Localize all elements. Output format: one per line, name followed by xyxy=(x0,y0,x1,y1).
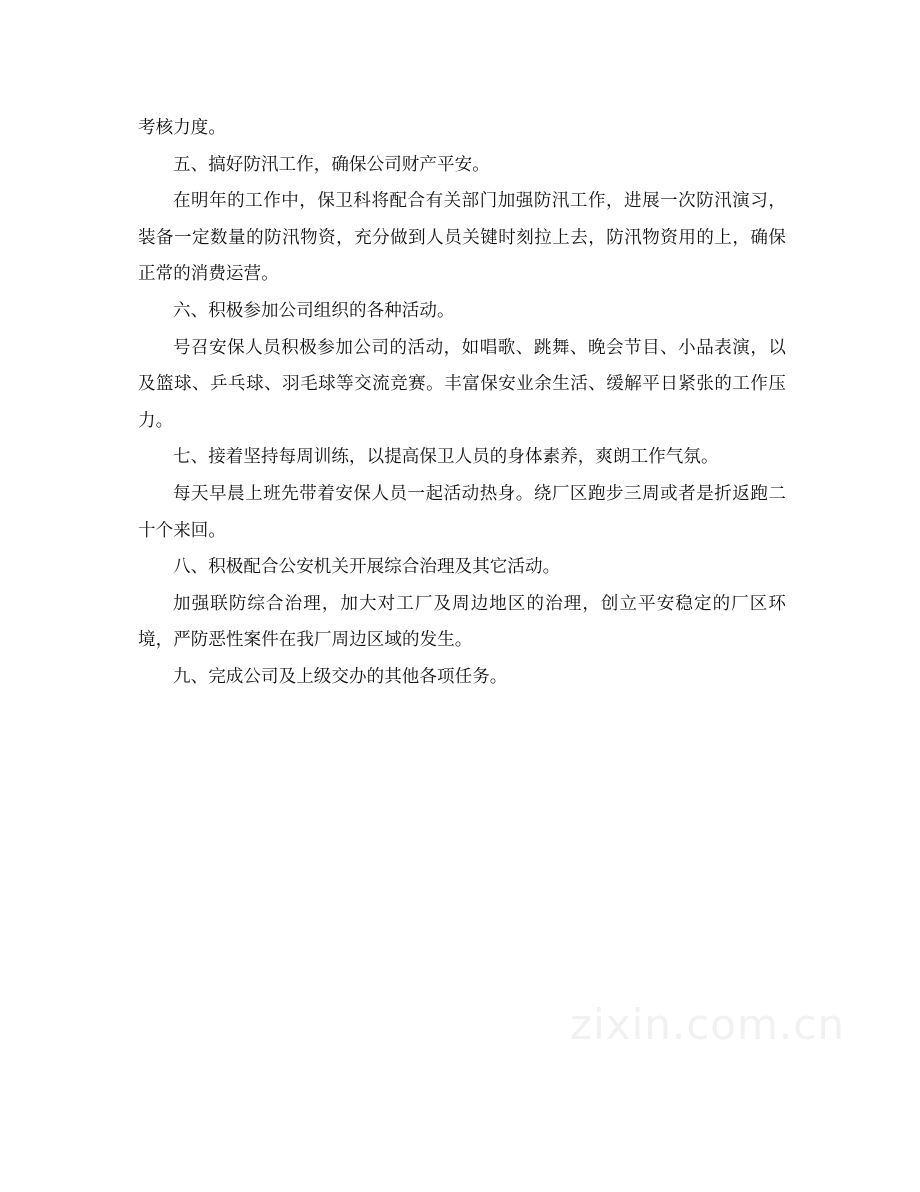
paragraph-1: 考核力度。 xyxy=(138,118,226,138)
section-heading-9: 九、完成公司及上级交办的其他各项任务。 xyxy=(173,666,508,687)
paragraph-activities: 号召安保人员积极参加公司的活动，如唱歌、跳舞、晚会节目、小品表演，以及篮球、乒乓球、羽毛球等交流竞赛。丰富保安业余生活、缓解平日紧张的工作压力。 xyxy=(138,337,786,431)
watermark-text: zixin.com.cn xyxy=(570,1000,845,1049)
paragraph-joint-defense: 加强联防综合治理，加大对工厂及周边地区的治理，创立平安稳定的厂区环境，严防恶性案件在我厂周边区域的发生。 xyxy=(138,593,786,651)
paragraph-flood-control: 在明年的工作中，保卫科将配合有关部门加强防汛工作，进展一次防汛演习，装备一定数量的防汛物资，充分做到人员关键时刻拉上去，防汛物资用的上，确保正常的消费运营。 xyxy=(138,191,786,285)
paragraph-training: 每天早晨上班先带着安保人员一起活动热身。绕厂区跑步三周或者是折返跑二十个来回。 xyxy=(138,483,786,541)
document-body xyxy=(138,110,786,696)
section-heading-7: 七、接着坚持每周训练，以提高保卫人员的身体素养，爽朗工作气氛。 xyxy=(173,447,719,468)
section-heading-5: 五、搞好防汛工作，确保公司财产平安。 xyxy=(173,154,490,175)
section-heading-8: 八、积极配合公安机关开展综合治理及其它活动。 xyxy=(173,557,561,578)
section-heading-6: 六、积极参加公司组织的各种活动。 xyxy=(173,300,455,321)
